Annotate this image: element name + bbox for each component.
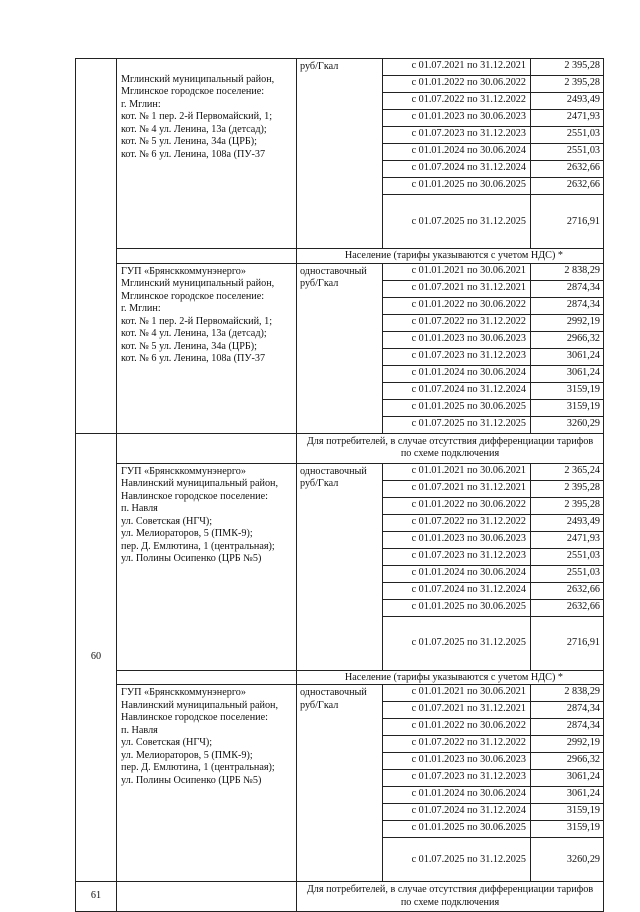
tariff-period: с 01.01.2022 по 30.06.2022 (383, 497, 531, 514)
tariff-value: 2632,66 (531, 178, 604, 195)
row-number: 61 (76, 882, 117, 912)
description-line: п. Навля (121, 503, 158, 514)
tariff-row (76, 263, 604, 280)
row-number: 60 (76, 433, 117, 882)
tariff-value: 2471,93 (531, 110, 604, 127)
section-row (76, 670, 604, 685)
section-label: Население (тарифы указываются с учетом НДС) * (297, 670, 604, 685)
tariff-value: 2551,03 (531, 548, 604, 565)
tariff-value: 2493,49 (531, 93, 604, 110)
condition-text: Для потребителей, в случае отсутствия дифференциации тарифов по схеме подключения (297, 433, 604, 463)
tariff-period: с 01.07.2022 по 31.12.2022 (383, 314, 531, 331)
tariff-period: с 01.01.2022 по 30.06.2022 (383, 297, 531, 314)
tariff-period: с 01.07.2023 по 31.12.2023 (383, 770, 531, 787)
tariff-period: с 01.01.2024 по 30.06.2024 (383, 787, 531, 804)
condition-text: Для потребителей, в случае отсутствия дифференциации тарифов по схеме подключения (297, 882, 604, 912)
tariff-value: 2493,49 (531, 514, 604, 531)
tariff-value: 2551,03 (531, 144, 604, 161)
tariff-period: с 01.01.2023 по 30.06.2023 (383, 110, 531, 127)
condition-row (76, 433, 604, 463)
description-line: пер. Д. Емлютина, 1 (центральная); (121, 540, 275, 552)
tariff-period: с 01.07.2023 по 31.12.2023 (383, 127, 531, 144)
tariff-value: 2632,66 (531, 599, 604, 616)
tariff-period: с 01.01.2022 по 30.06.2022 (383, 719, 531, 736)
tariff-table (75, 58, 604, 912)
condition-empty (117, 882, 297, 912)
tariff-period: с 01.07.2022 по 31.12.2022 (383, 93, 531, 110)
description-line: ГУП «Брянсккоммунэнерго» (121, 265, 246, 277)
description-line: п. Навля (121, 724, 158, 736)
description-line: Мглинское городское поселение: (121, 290, 265, 302)
tariff-period: с 01.07.2021 по 31.12.2021 (383, 702, 531, 719)
tariff-value: 2632,66 (531, 582, 604, 599)
unit-line: руб/Гкал (300, 699, 339, 711)
description-line: Мглинский муниципальный район, (121, 73, 275, 85)
description-line: Мглинский муниципальный район, (121, 278, 275, 289)
tariff-period: с 01.07.2023 по 31.12.2023 (383, 548, 531, 565)
tariff-table-body (76, 59, 604, 912)
tariff-row (76, 685, 604, 702)
tariff-value: 3061,24 (531, 365, 604, 382)
tariff-period: с 01.07.2022 по 31.12.2022 (383, 514, 531, 531)
description-line: ГУП «Брянсккоммунэнерго» (121, 687, 246, 698)
description-line: кот. № 1 пер. 2-й Первомайский, 1; (121, 111, 273, 122)
description-line: Мглинское городское поселение: (121, 86, 265, 97)
description-line: пер. Д. Емлютина, 1 (центральная); (121, 762, 275, 773)
tariff-period: с 01.07.2025 по 31.12.2025 (383, 838, 531, 882)
tariff-period: с 01.01.2023 по 30.06.2023 (383, 331, 531, 348)
tariff-period: с 01.01.2023 по 30.06.2023 (383, 531, 531, 548)
tariff-unit (297, 59, 383, 249)
description-line: Навлинский муниципальный район, (121, 478, 279, 489)
tariff-value: 3061,24 (531, 787, 604, 804)
tariff-value: 2874,34 (531, 719, 604, 736)
description-line: ул. Советская (НГЧ); (121, 737, 213, 748)
tariff-value: 2551,03 (531, 565, 604, 582)
tariff-unit (297, 685, 383, 882)
condition-row (76, 882, 604, 912)
section-label: Население (тарифы указываются с учетом НДС) * (297, 249, 604, 264)
tariff-period: с 01.07.2023 по 31.12.2023 (383, 348, 531, 365)
tariff-value: 3061,24 (531, 770, 604, 787)
tariff-period: с 01.01.2022 по 30.06.2022 (383, 76, 531, 93)
tariff-value: 2 365,24 (531, 463, 604, 480)
description-line: кот. № 6 ул. Ленина, 108а (ПУ-37 (121, 353, 266, 364)
description-line: г. Мглин: (121, 98, 161, 110)
tariff-period: с 01.01.2024 по 30.06.2024 (383, 365, 531, 382)
tariff-value: 2874,34 (531, 297, 604, 314)
tariff-period: с 01.07.2021 по 31.12.2021 (383, 280, 531, 297)
tariff-value: 3260,29 (531, 838, 604, 882)
tariff-value: 2 395,28 (531, 59, 604, 76)
tariff-row (76, 59, 604, 76)
tariff-value: 2632,66 (531, 161, 604, 178)
supplier-description (117, 685, 297, 882)
tariff-value: 2716,91 (531, 195, 604, 249)
description-line: ул. Советская (НГЧ); (121, 515, 213, 527)
tariff-period: с 01.07.2025 по 31.12.2025 (383, 195, 531, 249)
tariff-value: 3159,19 (531, 382, 604, 399)
description-line: кот. № 1 пер. 2-й Первомайский, 1; (121, 315, 273, 327)
tariff-period: с 01.01.2025 по 30.06.2025 (383, 599, 531, 616)
supplier-description (117, 263, 297, 433)
description-line: кот. № 6 ул. Ленина, 108а (ПУ-37 (121, 148, 266, 160)
description-line: Навлинский муниципальный район, (121, 699, 279, 711)
unit-line: одноставочный (300, 465, 367, 477)
tariff-period: с 01.01.2025 по 30.06.2025 (383, 399, 531, 416)
section-empty (117, 249, 297, 264)
description-line (121, 61, 292, 74)
tariff-value: 3159,19 (531, 804, 604, 821)
unit-line: одноставочный (300, 687, 367, 698)
tariff-unit (297, 463, 383, 670)
section-empty (117, 670, 297, 685)
tariff-value: 2966,32 (531, 331, 604, 348)
tariff-value: 3159,19 (531, 821, 604, 838)
tariff-period: с 01.07.2024 по 31.12.2024 (383, 582, 531, 599)
tariff-period: с 01.01.2021 по 30.06.2021 (383, 263, 531, 280)
tariff-value: 2 838,29 (531, 685, 604, 702)
tariff-period: с 01.01.2021 по 30.06.2021 (383, 463, 531, 480)
tariff-value: 2992,19 (531, 314, 604, 331)
description-line: Навлинское городское поселение: (121, 712, 268, 723)
tariff-period: с 01.01.2024 по 30.06.2024 (383, 565, 531, 582)
tariff-value: 2992,19 (531, 736, 604, 753)
tariff-value: 2 395,28 (531, 76, 604, 93)
tariff-period: с 01.07.2025 по 31.12.2025 (383, 416, 531, 433)
supplier-description (117, 59, 297, 249)
tariff-row (76, 463, 604, 480)
tariff-value: 3260,29 (531, 416, 604, 433)
unit-line: руб/Гкал (300, 61, 339, 72)
section-row (76, 249, 604, 264)
description-line: ул. Полины Осипенко (ЦРБ №5) (121, 774, 262, 786)
description-line: Навлинское городское поселение: (121, 490, 268, 502)
unit-line: руб/Гкал (300, 478, 339, 489)
description-line: кот. № 4 ул. Ленина, 13а (детсад); (121, 123, 267, 135)
tariff-period: с 01.01.2025 по 30.06.2025 (383, 178, 531, 195)
tariff-period: с 01.07.2024 по 31.12.2024 (383, 382, 531, 399)
tariff-value: 2 395,28 (531, 480, 604, 497)
condition-empty (117, 433, 297, 463)
tariff-value: 2471,93 (531, 531, 604, 548)
tariff-period: с 01.07.2025 по 31.12.2025 (383, 616, 531, 670)
description-line: ГУП «Брянсккоммунэнерго» (121, 465, 246, 477)
tariff-value: 3061,24 (531, 348, 604, 365)
description-line: ул. Полины Осипенко (ЦРБ №5) (121, 553, 262, 564)
tariff-period: с 01.01.2024 по 30.06.2024 (383, 144, 531, 161)
tariff-value: 2551,03 (531, 127, 604, 144)
tariff-value: 2 838,29 (531, 263, 604, 280)
tariff-period: с 01.01.2021 по 30.06.2021 (383, 685, 531, 702)
tariff-period: с 01.07.2021 по 31.12.2021 (383, 480, 531, 497)
tariff-value: 2874,34 (531, 702, 604, 719)
description-line: ул. Мелиораторов, 5 (ПМК-9); (121, 749, 253, 761)
tariff-value: 3159,19 (531, 399, 604, 416)
tariff-value: 2874,34 (531, 280, 604, 297)
supplier-description (117, 463, 297, 670)
tariff-period: с 01.01.2023 по 30.06.2023 (383, 753, 531, 770)
row-number (76, 59, 117, 434)
unit-line: руб/Гкал (300, 278, 339, 289)
description-line: кот. № 4 ул. Ленина, 13а (детсад); (121, 328, 267, 339)
tariff-period: с 01.01.2025 по 30.06.2025 (383, 821, 531, 838)
tariff-period: с 01.07.2024 по 31.12.2024 (383, 161, 531, 178)
description-line: г. Мглин: (121, 303, 161, 314)
tariff-value: 2 395,28 (531, 497, 604, 514)
tariff-value: 2716,91 (531, 616, 604, 670)
description-line: кот. № 5 ул. Ленина, 34а (ЦРБ); (121, 136, 257, 147)
description-line: ул. Мелиораторов, 5 (ПМК-9); (121, 528, 253, 539)
tariff-period: с 01.07.2021 по 31.12.2021 (383, 59, 531, 76)
description-line: кот. № 5 ул. Ленина, 34а (ЦРБ); (121, 340, 257, 352)
tariff-period: с 01.07.2024 по 31.12.2024 (383, 804, 531, 821)
tariff-value: 2966,32 (531, 753, 604, 770)
tariff-period: с 01.07.2022 по 31.12.2022 (383, 736, 531, 753)
tariff-document (75, 58, 603, 912)
unit-line: одноставочный (300, 265, 367, 277)
tariff-unit (297, 263, 383, 433)
